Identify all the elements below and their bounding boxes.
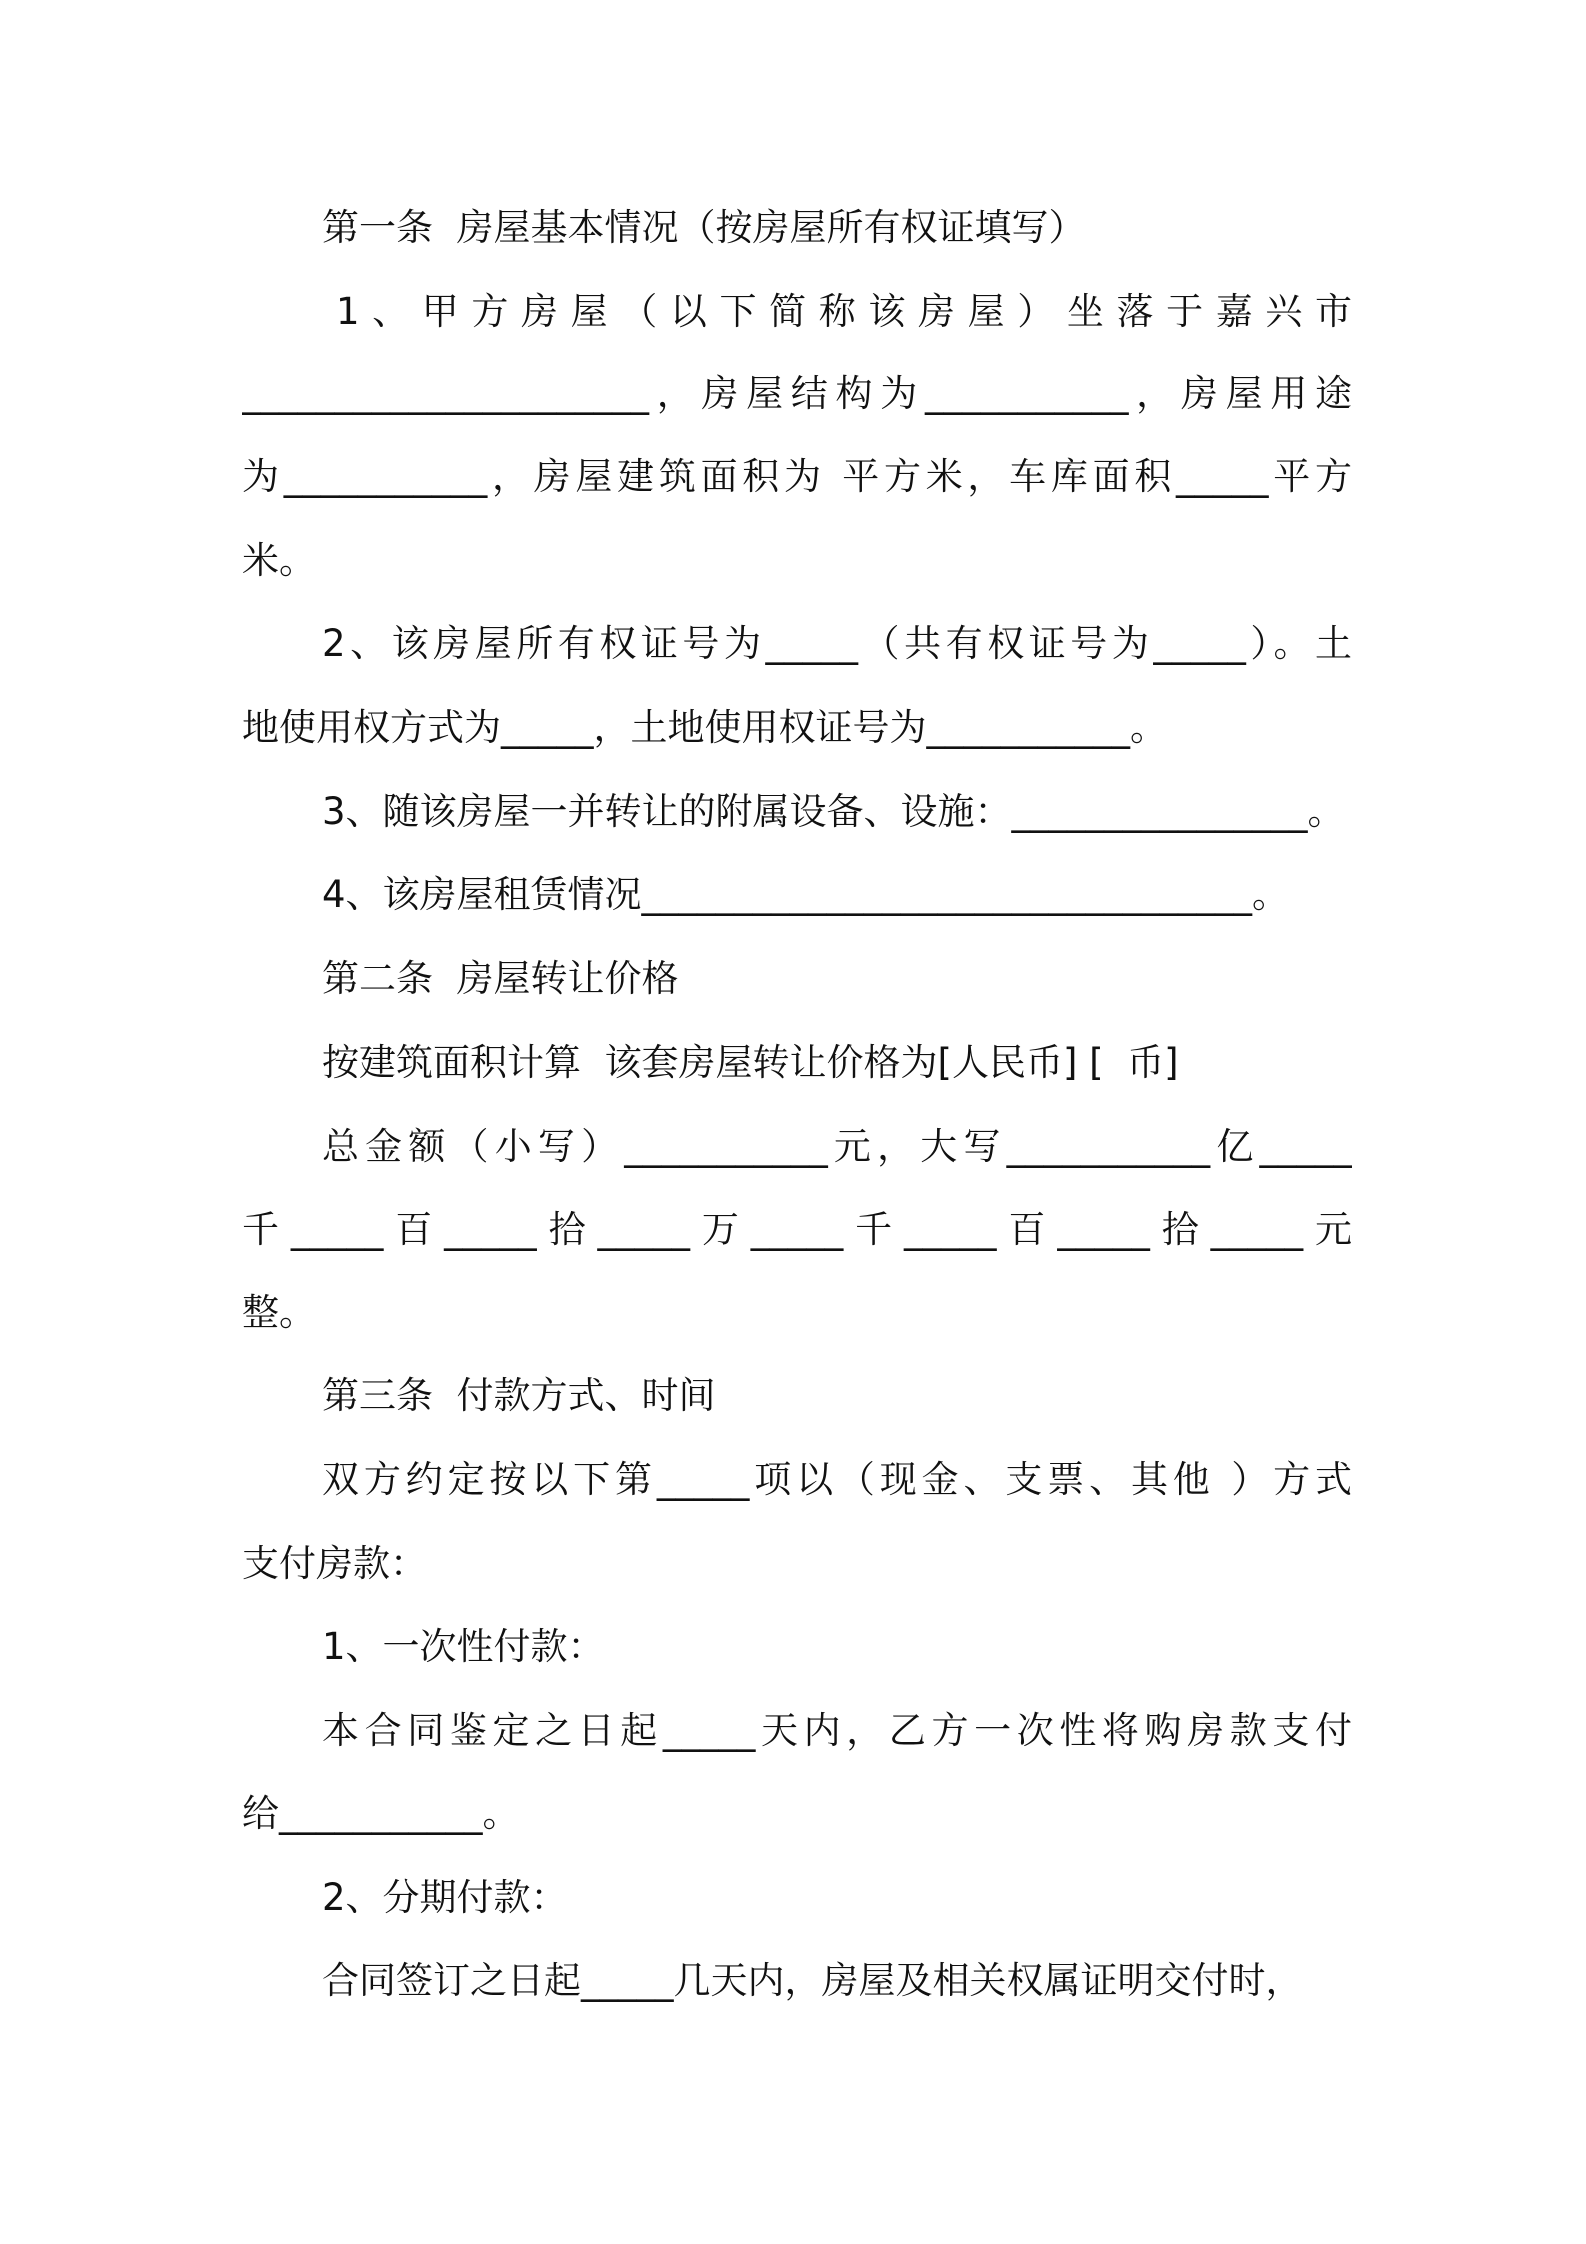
clause-4-line: 4、该房屋租赁情况_________________________________。 — [322, 873, 1290, 916]
clause-2-line-1: 2、该房屋所有权证号为_____（共有权证号为_____）。土 — [322, 622, 1352, 665]
payment-method-line-1: 双方约定按以下第_____项以（现金、支票、其他 ）方式 — [322, 1458, 1352, 1501]
clause-2-line-2: 地使用权方式为_____，土地使用权证号为___________。 — [242, 706, 1167, 749]
clause-1-line-2: ______________________，房屋结构为___________，房屋用途 — [242, 372, 1352, 415]
clause-1-line-3: 为___________，房屋建筑面积为 平方米，车库面积_____平方 — [242, 455, 1352, 498]
clause-1-line-4: 米。 — [242, 539, 316, 582]
price-basis-line: 按建筑面积计算 该套房屋转让价格为[人民币] [ 币] — [322, 1041, 1179, 1084]
article-three-heading: 第三条 付款方式、时间 — [322, 1374, 716, 1417]
total-amount-line-2: 千_____百_____拾_____万_____千_____百_____拾_____元 — [242, 1208, 1352, 1251]
total-amount-line-1: 总金额（小写）___________元，大写___________亿_____ — [322, 1125, 1352, 1168]
installment-heading: 2、分期付款： — [322, 1876, 568, 1919]
article-one-heading: 第一条 房屋基本情况（按房屋所有权证填写） — [322, 206, 1086, 249]
lump-sum-heading: 1、一次性付款： — [322, 1625, 605, 1668]
lump-sum-line-1: 本合同鉴定之日起_____天内，乙方一次性将购房款支付 — [322, 1709, 1352, 1752]
installment-line-1: 合同签订之日起_____几天内，房屋及相关权属证明交付时， — [322, 1959, 1303, 2002]
total-amount-line-3: 整。 — [242, 1291, 316, 1334]
clause-1-line-1: 1、甲方房屋（以下简称该房屋）坐落于嘉兴市 — [336, 290, 1352, 333]
article-two-heading: 第二条 房屋转让价格 — [322, 957, 679, 1000]
payment-method-line-2: 支付房款： — [242, 1542, 427, 1585]
clause-3-line: 3、随该房屋一并转让的附属设备、设施：________________。 — [322, 790, 1345, 833]
lump-sum-line-2: 给___________。 — [242, 1792, 520, 1835]
